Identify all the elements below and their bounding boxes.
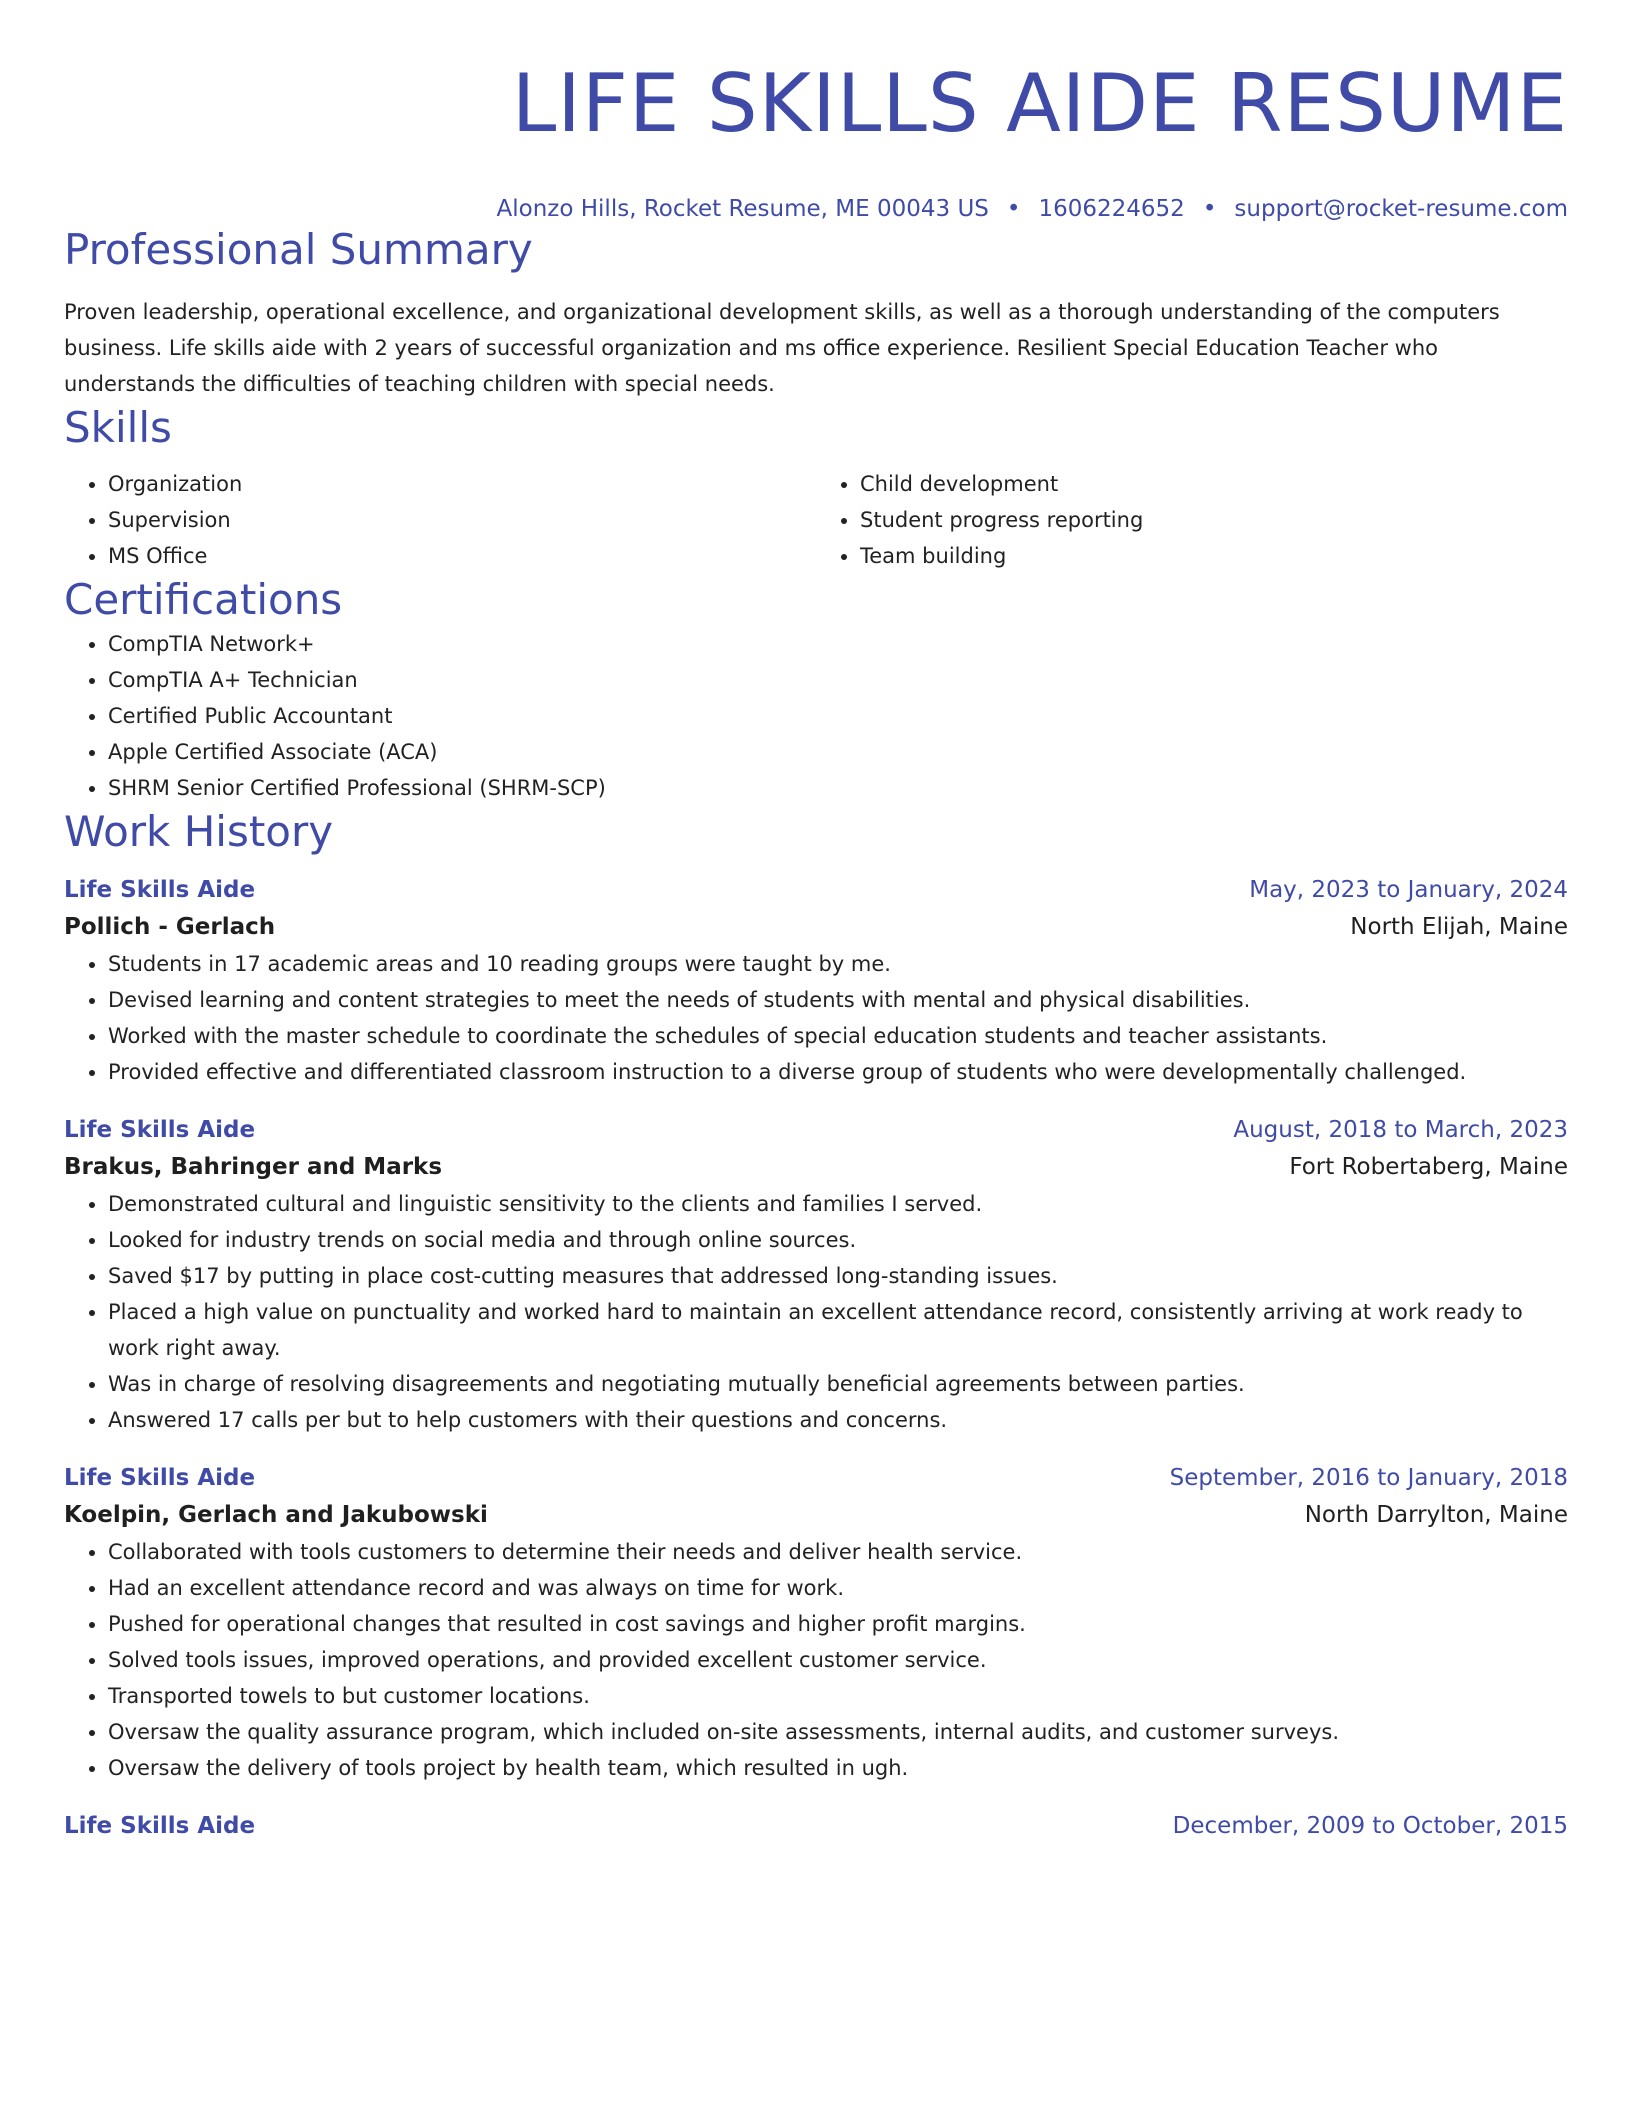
skill-item: • Team building: [860, 538, 1568, 574]
certifications-list: [64, 626, 1568, 806]
job-bullet: • Students in 17 academic areas and 10 reading groups were taught by me.: [108, 946, 1568, 982]
job-dates: December, 2009 to October, 2015: [1172, 1813, 1568, 1839]
job-location: North Elijah, Maine: [1350, 914, 1568, 940]
summary-text: Proven leadership, operational excellence, and organizational development skills, as well as a thorough understanding of the computers business. Life skills aide with 2 years of successful organization and ms office experience. Resilient Special Education Teacher who understands the difficulties of teaching children with special needs.: [64, 300, 1500, 396]
resume-page: [64, 0, 1568, 1844]
resume-title: LIFE SKILLS AIDE RESUME: [511, 57, 1568, 150]
job-bullet: • Provided effective and differentiated classroom instruction to a diverse group of students who were developmentally challenged.: [108, 1054, 1568, 1090]
job-bullet: • Oversaw the delivery of tools project by health team, which resulted in ugh.: [108, 1750, 1568, 1786]
job-entry: [64, 1112, 1568, 1438]
certification-item: • Apple Certified Associate (ACA): [108, 734, 1568, 770]
job-title: Life Skills Aide: [64, 877, 256, 903]
job-bullet: • Transported towels to but customer locations.: [108, 1678, 1568, 1714]
job-bullets: [64, 1534, 1568, 1786]
certification-item: • CompTIA Network+: [108, 626, 1568, 662]
job-entry: [64, 872, 1568, 1090]
job-title: Life Skills Aide: [64, 1117, 256, 1143]
job-bullet: • Answered 17 calls per but to help customers with their questions and concerns.: [108, 1402, 1568, 1438]
skill-item: • Supervision: [108, 502, 816, 538]
certification-item: • SHRM Senior Certified Professional (SHRM-SCP): [108, 770, 1568, 806]
job-title: Life Skills Aide: [64, 1465, 256, 1491]
job-bullet: • Had an excellent attendance record and was always on time for work.: [108, 1570, 1568, 1606]
contact-line: [64, 194, 1568, 224]
summary-heading: Professional Summary: [64, 225, 533, 274]
job-bullet: • Solved tools issues, improved operations, and provided excellent customer service.: [108, 1642, 1568, 1678]
job-company: Koelpin, Gerlach and Jakubowski: [64, 1502, 488, 1528]
skills-list-right: [816, 466, 1568, 574]
job-bullet: • Saved $17 by putting in place cost-cutting measures that addressed long-standing issues.: [108, 1258, 1568, 1294]
job-bullet: • Was in charge of resolving disagreements and negotiating mutually beneficial agreements between parties.: [108, 1366, 1568, 1402]
job-bullet: • Placed a high value on punctuality and worked hard to maintain an excellent attendance record, consistently arriving at work ready to work right away.: [108, 1294, 1568, 1366]
job-location: Fort Robertaberg, Maine: [1289, 1154, 1568, 1180]
skill-item: • Student progress reporting: [860, 502, 1568, 538]
job-company: Pollich - Gerlach: [64, 914, 276, 940]
certification-item: • Certified Public Accountant: [108, 698, 1568, 734]
job-dates: September, 2016 to January, 2018: [1169, 1465, 1568, 1491]
job-bullets: [64, 1186, 1568, 1438]
skills-heading: Skills: [64, 403, 172, 452]
job-bullet: • Demonstrated cultural and linguistic sensitivity to the clients and families I served.: [108, 1186, 1568, 1222]
job-dates: August, 2018 to March, 2023: [1233, 1117, 1568, 1143]
job-entry: [64, 1808, 1568, 1844]
job-bullet: • Looked for industry trends on social media and through online sources.: [108, 1222, 1568, 1258]
job-title: Life Skills Aide: [64, 1813, 256, 1839]
job-bullet: • Oversaw the quality assurance program, which included on-site assessments, internal audits, and customer surveys.: [108, 1714, 1568, 1750]
job-bullet: • Devised learning and content strategies to meet the needs of students with mental and physical disabilities.: [108, 982, 1568, 1018]
contact-separator: •: [1202, 196, 1217, 222]
contact-email[interactable]: support@rocket-resume.com: [1234, 196, 1568, 222]
job-entry: [64, 1460, 1568, 1786]
job-bullet: • Collaborated with tools customers to determine their needs and deliver health service.: [108, 1534, 1568, 1570]
skills-columns: [64, 466, 1568, 574]
contact-separator: •: [1006, 196, 1021, 222]
job-company: Brakus, Bahringer and Marks: [64, 1154, 443, 1180]
certification-item: • CompTIA A+ Technician: [108, 662, 1568, 698]
certifications-heading: Certifications: [64, 575, 343, 624]
job-dates: May, 2023 to January, 2024: [1249, 877, 1568, 903]
job-bullets: [64, 946, 1568, 1090]
contact-phone: 1606224652: [1038, 196, 1185, 222]
job-location: North Darrylton, Maine: [1304, 1502, 1568, 1528]
skill-item: • Organization: [108, 466, 816, 502]
job-bullet: • Pushed for operational changes that resulted in cost savings and higher profit margins.: [108, 1606, 1568, 1642]
work-history-heading: Work History: [64, 807, 334, 856]
skills-list-left: [64, 466, 816, 574]
contact-address: Alonzo Hills, Rocket Resume, ME 00043 US: [496, 196, 989, 222]
job-bullet: • Worked with the master schedule to coordinate the schedules of special education students and teacher assistants.: [108, 1018, 1568, 1054]
skill-item: • Child development: [860, 466, 1568, 502]
skill-item: • MS Office: [108, 538, 816, 574]
